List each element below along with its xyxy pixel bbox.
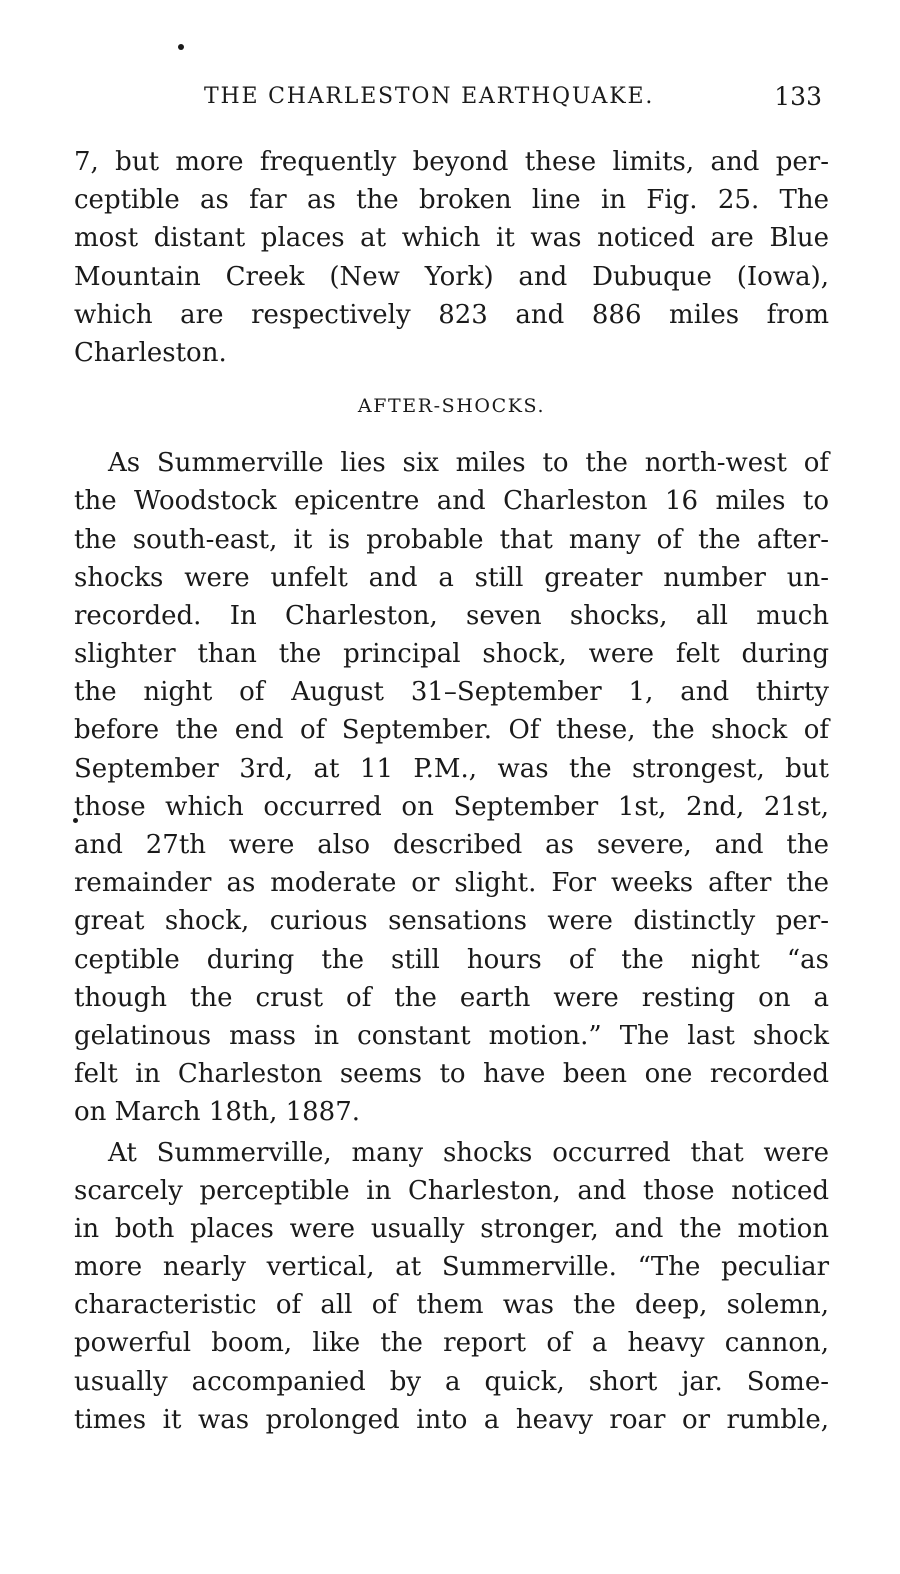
text-line: scarcely perceptible in Charleston, and those noticed xyxy=(74,1175,829,1206)
text-line: times it was prolonged into a heavy roar or rumble, xyxy=(74,1404,829,1435)
text-line: and 27th were also described as severe, and the xyxy=(74,830,829,860)
text-line: on March 18th, 1887. xyxy=(74,1097,361,1128)
text-line: the night of August 31–September 1, and thirty xyxy=(74,677,829,708)
text-line: ceptible during the still hours of the night “as xyxy=(74,944,829,975)
running-head xyxy=(72,80,828,116)
paragraph-1 xyxy=(74,143,829,372)
text-line: ceptible as far as the broken line in Fig. 25. The xyxy=(74,185,829,216)
text-line: those which occurred on September 1st, 2nd, 21st, xyxy=(74,791,829,822)
text-line: September 3rd, at 11 P.M., was the strongest, but xyxy=(74,753,829,784)
text-line: Mountain Creek (New York) and Dubuque (Iowa), xyxy=(74,261,829,292)
text-line: At Summerville, many shocks occurred that were xyxy=(108,1137,829,1168)
text-line: As Summerville lies six miles to the north-west of xyxy=(108,448,829,479)
text-line: before the end of September. Of these, the shock of xyxy=(74,715,829,746)
section-heading: AFTER-SHOCKS. xyxy=(357,395,546,418)
text-line: the Woodstock epicentre and Charleston 16 miles to xyxy=(74,486,829,517)
text-line: slighter than the principal shock, were felt during xyxy=(74,639,829,670)
text-line: the south-east, it is probable that many of the after- xyxy=(74,524,829,555)
paragraph-2 xyxy=(74,444,829,1131)
text-line: which are respectively 823 and 886 miles from xyxy=(74,299,829,330)
text-line: more nearly vertical, at Summerville. “The peculiar xyxy=(74,1252,829,1283)
text-line: though the crust of the earth were resting on a xyxy=(74,982,829,1013)
text-line: characteristic of all of them was the deep, solemn, xyxy=(74,1290,829,1321)
text-line: recorded. In Charleston, seven shocks, all much xyxy=(74,600,829,631)
text-line: gelatinous mass in constant motion.” The last shock xyxy=(74,1020,829,1051)
text-line: felt in Charleston seems to have been one recorded xyxy=(74,1059,829,1090)
ink-speck xyxy=(178,44,184,50)
text-line: 7, but more frequently beyond these limits, and per- xyxy=(74,147,829,177)
paragraph-3 xyxy=(74,1134,829,1440)
page-number: 133 xyxy=(774,82,822,111)
text-line: Charleston. xyxy=(74,337,227,368)
text-line: shocks were unfelt and a still greater number un- xyxy=(74,562,829,593)
text-line: remainder as moderate or slight. For weeks after the xyxy=(74,868,829,899)
text-line: usually accompanied by a quick, short jar. Some- xyxy=(74,1366,829,1397)
text-line: in both places were usually stronger, and the motion xyxy=(74,1213,829,1244)
running-title: THE CHARLESTON EARTHQUAKE. xyxy=(204,84,655,109)
text-line: most distant places at which it was noticed are Blue xyxy=(74,223,829,254)
body-text xyxy=(74,143,829,1439)
text-line: great shock, curious sensations were distinctly per- xyxy=(74,906,829,937)
text-line: powerful boom, like the report of a heavy cannon, xyxy=(74,1328,829,1359)
